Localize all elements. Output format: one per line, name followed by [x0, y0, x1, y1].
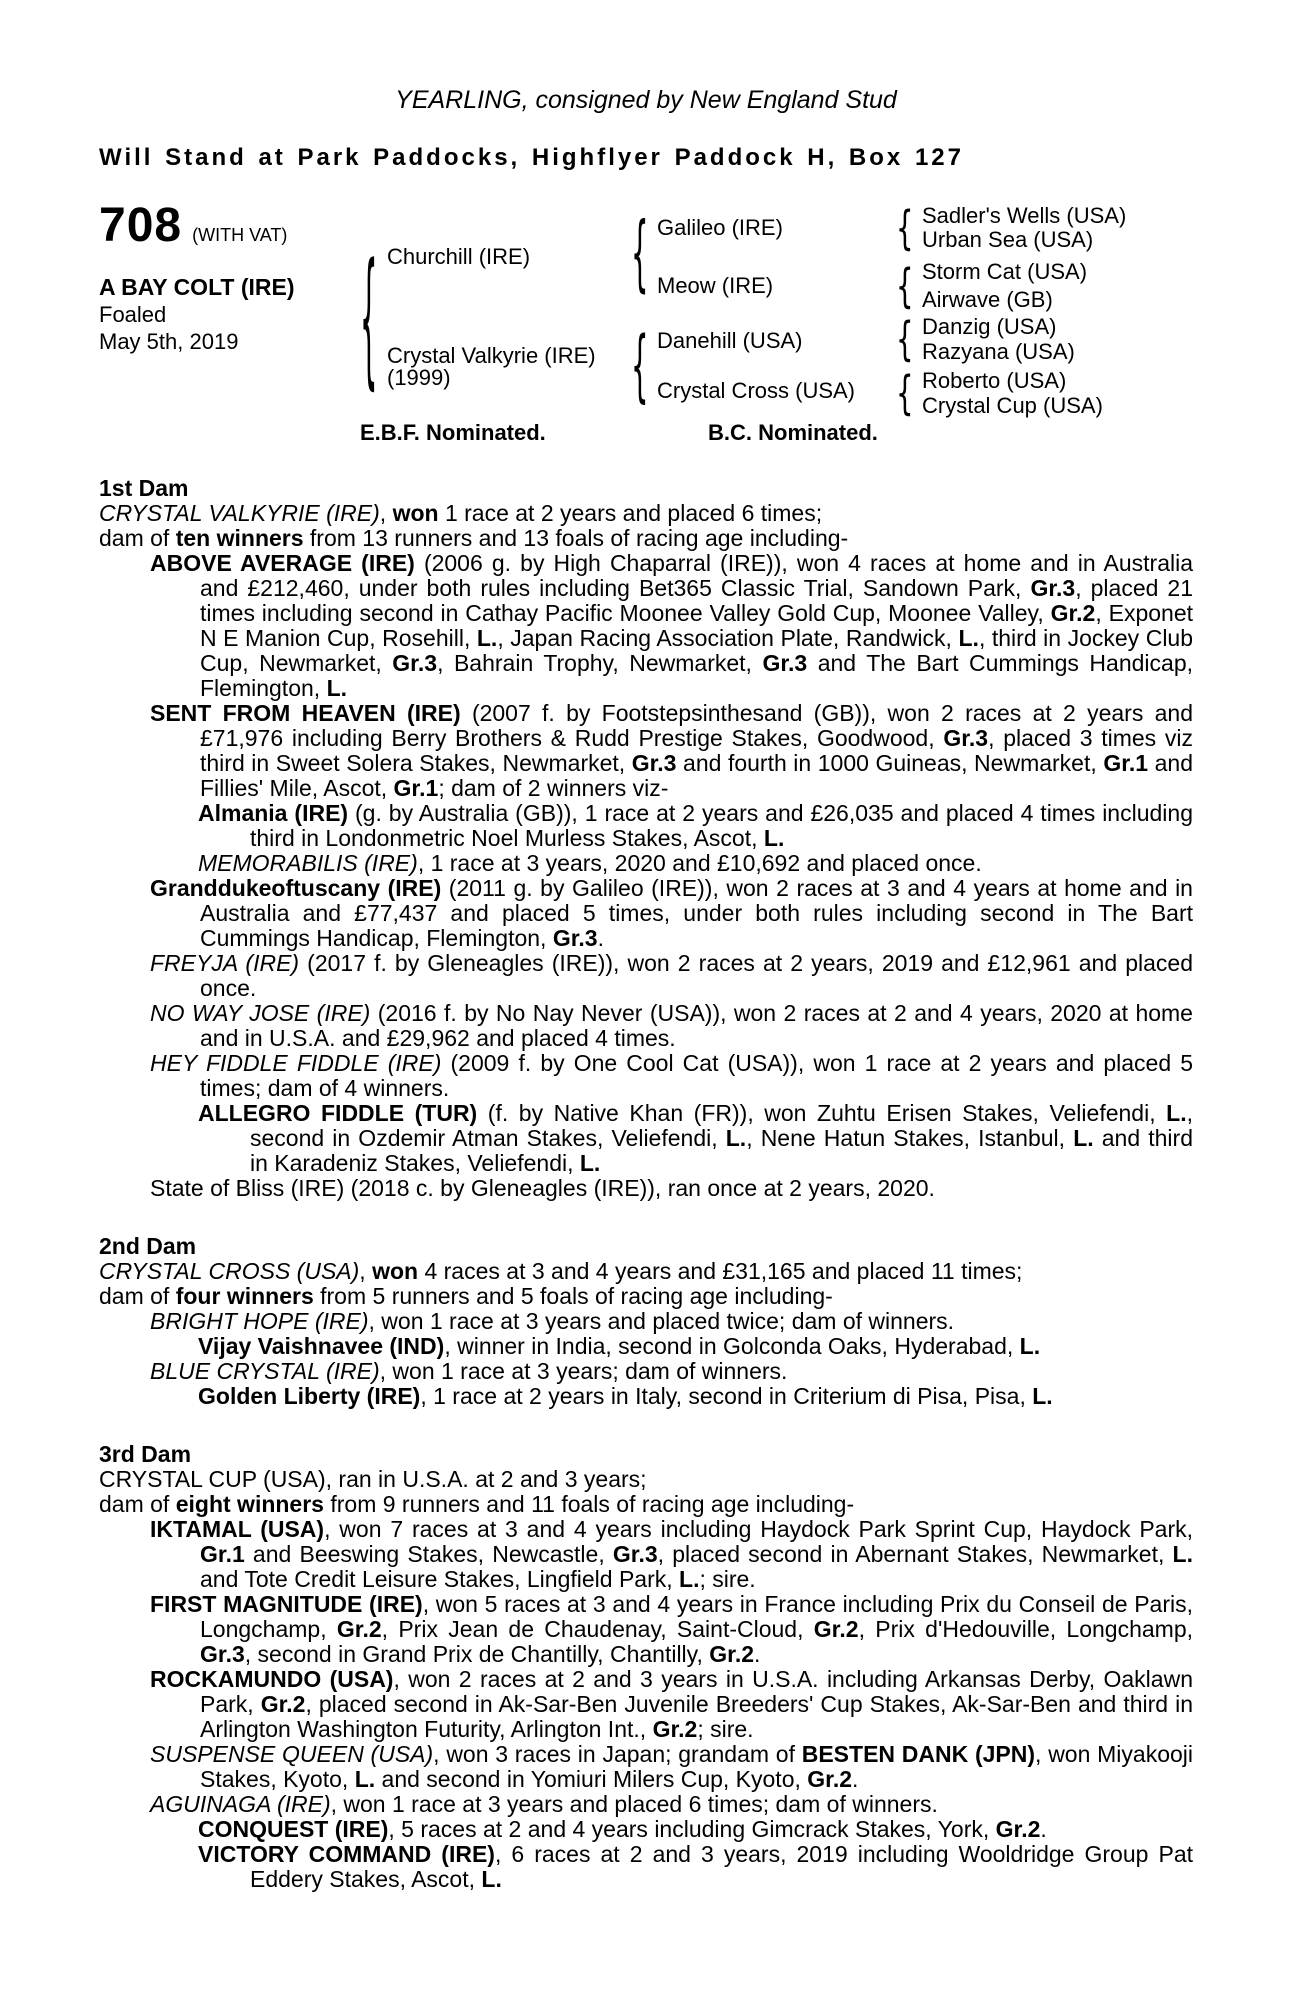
- produce-entry: ABOVE AVERAGE (IRE) (2006 g. by High Chaparral (IRE)), won 4 races at home and in Australia and £212,460, under both rules including Bet365 Classic Trial, Sandown Park, Gr.3, placed 21 times including second in Cathay Pacific Moonee Valley Gold Cup, Moonee Valley, Gr.2, Exponet N E Manion Cup, Rosehill, L., Japan Racing Association Plate, Randwick, L., third in Jockey Club Cup, Newmarket, Gr.3, Bahrain Trophy, Newmarket, Gr.3 and The Bart Cummings Handicap, Flemington, L.: [150, 550, 1194, 701]
- pedigree-sire-sire: Galileo (IRE): [657, 215, 783, 240]
- pedigree-brace-dam-sire: [896, 316, 914, 362]
- section-2nd-dam: [99, 1234, 1193, 1409]
- produce-entry: CONQUEST (IRE), 5 races at 2 and 4 years including Gimcrack Stakes, York, Gr.2.: [198, 1816, 1047, 1842]
- pedigree-dam-sire: Danehill (USA): [657, 328, 803, 353]
- produce-entry: FREYJA (IRE) (2017 f. by Gleneagles (IRE)), won 2 races at 2 years, 2019 and £12,961 and placed once.: [150, 950, 1193, 1001]
- dam-race-record: CRYSTAL CUP (USA), ran in U.S.A. at 2 and 3 years;: [99, 1466, 647, 1492]
- dam-race-record: CRYSTAL VALKYRIE (IRE), won 1 race at 2 years and placed 6 times;: [99, 500, 823, 526]
- section-heading: 3rd Dam: [99, 1441, 192, 1467]
- pedigree-sire-sire-dam: Urban Sea (USA): [922, 227, 1094, 252]
- pedigree-brace-gen1: [360, 243, 378, 390]
- produce-entry: BLUE CRYSTAL (IRE), won 1 race at 3 years; dam of winners.: [150, 1358, 788, 1384]
- consignment-title: YEARLING, consigned by New England Stud: [395, 86, 897, 114]
- pedigree-dam-dam-dam: Crystal Cup (USA): [922, 393, 1103, 418]
- produce-entry: Granddukeoftuscany (IRE) (2011 g. by Galileo (IRE)), won 2 races at 3 and 4 years at home and in Australia and £77,437 and placed 5 times, under both rules including second in The Bart Cummings Handicap, Flemington, Gr.3.: [150, 875, 1193, 951]
- stand-location-line: Will Stand at Park Paddocks, Highflyer Paddock H, Box 127: [99, 144, 964, 171]
- produce-entry: SENT FROM HEAVEN (IRE) (2007 f. by Footstepsinthesand (GB)), won 2 races at 2 years and £71,976 including Berry Brothers & Rudd Prestige Stakes, Goodwood, Gr.3, placed 3 times viz third in Sweet Solera Stakes, Newmarket, Gr.3 and fourth in 1000 Guineas, Newmarket, Gr.1 and Fillies' Mile, Ascot, Gr.1; dam of 2 winners viz-: [150, 700, 1193, 801]
- produce-entry: FIRST MAGNITUDE (IRE), won 5 races at 3 and 4 years in France including Prix du Conseil de Paris, Longchamp, Gr.2, Prix Jean de Chaudenay, Saint-Cloud, Gr.2, Prix d'Hedouville, Longchamp, Gr.3, second in Grand Prix de Chantilly, Chantilly, Gr.2.: [150, 1591, 1194, 1667]
- pedigree-dam-dam-sire: Roberto (USA): [922, 368, 1067, 393]
- produce-entry: HEY FIDDLE FIDDLE (IRE) (2009 f. by One Cool Cat (USA)), won 1 race at 2 years and placed 5 times; dam of 4 winners.: [150, 1050, 1194, 1101]
- produce-entry: IKTAMAL (USA), won 7 races at 3 and 4 years including Haydock Park Sprint Cup, Haydock Park, Gr.1 and Beeswing Stakes, Newcastle, Gr.3, placed second in Abernant Stakes, Newmarket, L. and Tote Credit Leisure Stakes, Lingfield Park, L.; sire.: [150, 1516, 1194, 1592]
- vat-note: (WITH VAT): [192, 225, 288, 245]
- pedigree-brace-sire-dam: [896, 263, 914, 309]
- pedigree-brace-dam: [631, 326, 649, 404]
- produce-entry: VICTORY COMMAND (IRE), 6 races at 2 and 3 years, 2019 including Wooldridge Group Pat Eddery Stakes, Ascot, L.: [198, 1841, 1193, 1892]
- section-1st-dam: [99, 476, 1193, 1201]
- section-heading: 2nd Dam: [99, 1233, 197, 1259]
- produce-entry: Golden Liberty (IRE), 1 race at 2 years in Italy, second in Criterium di Pisa, Pisa, L.: [198, 1383, 1053, 1409]
- dam-produce-summary: dam of eight winners from 9 runners and 11 foals of racing age including-: [99, 1491, 855, 1517]
- pedigree-brace-sire-sire: [896, 205, 914, 251]
- pedigree-dam: Crystal Valkyrie (IRE): [387, 343, 596, 368]
- produce-entry: ROCKAMUNDO (USA), won 2 races at 2 and 3 years in U.S.A. including Arkansas Derby, Oaklawn Park, Gr.2, placed second in Ak-Sar-Ben Juvenile Breeders' Cup Stakes, Ak-Sar-Ben and third in Arlington Washington Futurity, Arlington Int., Gr.2; sire.: [150, 1666, 1193, 1742]
- produce-entry: MEMORABILIS (IRE), 1 race at 3 years, 2020 and £10,692 and placed once.: [198, 850, 982, 876]
- section-3rd-dam: [99, 1442, 1193, 1892]
- pedigree-dam-sire-dam: Razyana (USA): [922, 339, 1075, 364]
- pedigree-dam-sire-sire: Danzig (USA): [922, 314, 1057, 339]
- dam-produce-summary: dam of four winners from 5 runners and 5 foals of racing age including-: [99, 1283, 833, 1309]
- produce-entry: Almania (IRE) (g. by Australia (GB)), 1 race at 2 years and £26,035 and placed 4 times including third in Londonmetric Noel Murless Stakes, Ascot, L.: [198, 800, 1193, 851]
- pedigree-dam-year: (1999): [387, 365, 451, 390]
- pedigree-dam-dam: Crystal Cross (USA): [657, 378, 856, 403]
- bc-nomination: B.C. Nominated.: [708, 420, 878, 445]
- dam-race-record: CRYSTAL CROSS (USA), won 4 races at 3 and 4 years and £31,165 and placed 11 times;: [99, 1258, 1023, 1284]
- produce-entry: BRIGHT HOPE (IRE), won 1 race at 3 years and placed twice; dam of winners.: [150, 1308, 955, 1334]
- pedigree-text: [0, 476, 1314, 1892]
- pedigree-brace-dam-dam: [896, 370, 914, 416]
- lot-number: 708: [99, 199, 183, 252]
- section-heading: 1st Dam: [99, 475, 189, 501]
- pedigree-brace-sire: [631, 211, 649, 294]
- foaled-label: Foaled: [99, 302, 167, 327]
- colt-description: A BAY COLT (IRE): [99, 274, 295, 300]
- pedigree-sire-sire-sire: Sadler's Wells (USA): [922, 203, 1127, 228]
- foaled-date: May 5th, 2019: [99, 329, 239, 354]
- dam-produce-summary: dam of ten winners from 13 runners and 13 foals of racing age including-: [99, 525, 849, 551]
- produce-entry: ALLEGRO FIDDLE (TUR) (f. by Native Khan (FR)), won Zuhtu Erisen Stakes, Veliefendi, L., second in Ozdemir Atman Stakes, Veliefendi, L., Nene Hatun Stakes, Istanbul, L. and third in Karadeniz Stakes, Veliefendi, L.: [198, 1100, 1193, 1176]
- produce-entry: Vijay Vaishnavee (IND), winner in India, second in Golconda Oaks, Hyderabad, L.: [198, 1333, 1041, 1359]
- pedigree-sire-dam: Meow (IRE): [657, 273, 774, 298]
- pedigree-sire: Churchill (IRE): [387, 244, 531, 269]
- ebf-nomination: E.B.F. Nominated.: [360, 420, 546, 445]
- pedigree-sire-dam-sire: Storm Cat (USA): [922, 259, 1088, 284]
- lot-row: [99, 198, 287, 253]
- produce-entry: State of Bliss (IRE) (2018 c. by Gleneagles (IRE)), ran once at 2 years, 2020.: [150, 1175, 935, 1201]
- produce-entry: AGUINAGA (IRE), won 1 race at 3 years and placed 6 times; dam of winners.: [150, 1791, 938, 1817]
- pedigree-sire-dam-dam: Airwave (GB): [922, 287, 1053, 312]
- produce-entry: SUSPENSE QUEEN (USA), won 3 races in Japan; grandam of BESTEN DANK (JPN), won Miyakooji Stakes, Kyoto, L. and second in Yomiuri Milers Cup, Kyoto, Gr.2.: [150, 1741, 1193, 1792]
- produce-entry: NO WAY JOSE (IRE) (2016 f. by No Nay Never (USA)), won 2 races at 2 and 4 years, 2020 at home and in U.S.A. and £29,962 and placed 4 times.: [150, 1000, 1193, 1051]
- page-header: [0, 0, 1314, 476]
